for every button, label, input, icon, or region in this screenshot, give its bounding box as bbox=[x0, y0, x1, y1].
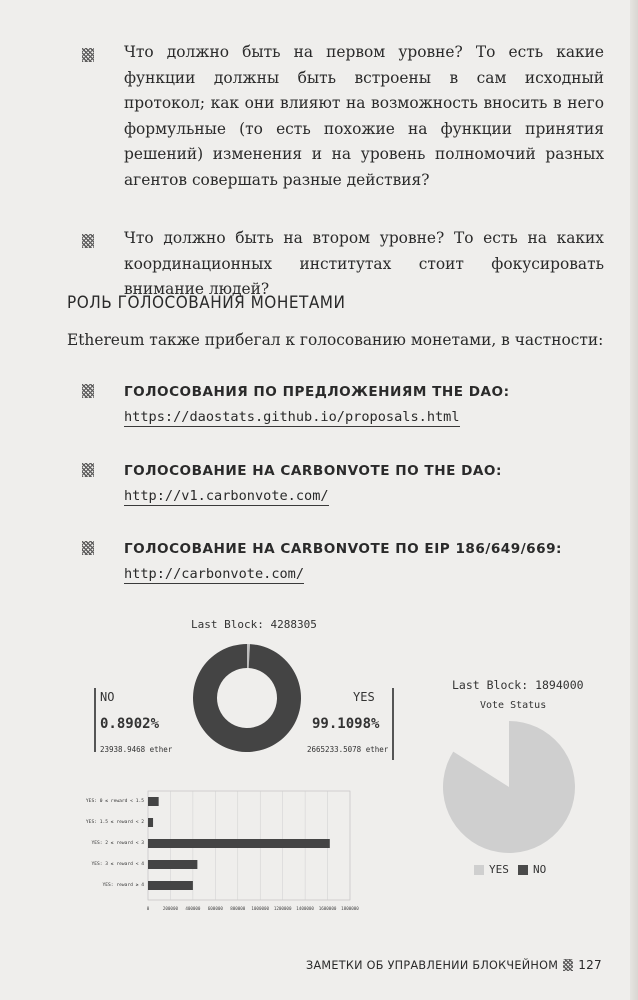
bar bbox=[148, 860, 197, 869]
x-tick-label: 1800000 bbox=[341, 906, 359, 911]
yes-percent: 99.1098% bbox=[312, 716, 380, 732]
bar bbox=[148, 818, 153, 827]
bullet-paragraph-1: Что должно быть на первом уровне? То есть какие функции должны быть встроены в сам исходный протокол; как они влияют на возможность вносить в него формульные (то есть похожие на функции принятия решений) изменения и на уровень полномочий разных агентов совершать разные действия? bbox=[124, 43, 604, 189]
reward-bar-chart bbox=[60, 785, 360, 925]
vote-title-2: ГОЛОСОВАНИЕ НА CARBONVOTE ПО THE DAO: bbox=[124, 463, 502, 479]
pie-slices bbox=[443, 721, 575, 853]
running-title: ЗАМЕТКИ ОБ УПРАВЛЕНИИ БЛОКЧЕЙНОМ bbox=[305, 958, 559, 972]
donut-chart bbox=[192, 643, 302, 753]
x-tick-label: 1000000 bbox=[251, 906, 270, 911]
bullet-marker bbox=[82, 463, 94, 477]
category-label: YES: 3 ≤ reward < 4 bbox=[91, 862, 144, 867]
page-footer bbox=[306, 958, 602, 972]
last-block-label-left: Last Block: 4288305 bbox=[191, 618, 317, 631]
vote-link-2[interactable]: http://v1.carbonvote.com/ bbox=[124, 488, 329, 504]
page-number: 127 bbox=[578, 958, 602, 972]
x-tick-label: 800000 bbox=[230, 906, 246, 911]
section-intro: Ethereum также прибегал к голосованию монетами, в частности: bbox=[67, 331, 604, 349]
category-label: YES: 2 ≤ reward < 3 bbox=[91, 841, 144, 846]
slice-yes bbox=[443, 721, 575, 853]
no-percent: 0.8902% bbox=[100, 716, 160, 732]
yes-ether: 2665233.5078 ether bbox=[307, 745, 389, 754]
category-label: YES: 0 ≤ reward < 1.5 bbox=[85, 799, 144, 804]
vote-title-3: ГОЛОСОВАНИЕ НА CARBONVOTE ПО EIP 186/649/669: bbox=[124, 541, 562, 557]
bar-categories bbox=[86, 798, 144, 888]
bullet-marker bbox=[82, 384, 94, 398]
no-ether: 23938.9468 ether bbox=[100, 745, 173, 754]
yes-divider bbox=[392, 688, 394, 760]
vote-link-3[interactable]: http://carbonvote.com/ bbox=[124, 566, 305, 582]
bar bbox=[148, 839, 330, 848]
bullet-marker bbox=[82, 234, 94, 248]
bar-ticks bbox=[147, 906, 360, 911]
x-tick-label: 1600000 bbox=[318, 906, 337, 911]
vote-status-label: Vote Status bbox=[480, 700, 547, 711]
no-label: NO bbox=[100, 690, 115, 704]
x-tick-label: 200000 bbox=[162, 906, 179, 911]
donut-slices bbox=[193, 644, 301, 752]
section-heading: РОЛЬ ГОЛОСОВАНИЯ МОНЕТАМИ bbox=[67, 293, 346, 313]
x-tick-label: 0 bbox=[146, 906, 150, 911]
bullet-paragraph-2: Что должно быть на втором уровне? То есть на каких координационных институтах стоит фокусировать внимание людей? bbox=[124, 229, 604, 298]
x-tick-label: 1200000 bbox=[273, 906, 292, 911]
vote-link-1[interactable]: https://daostats.github.io/proposals.html bbox=[124, 409, 460, 425]
vote-status-pie bbox=[442, 720, 576, 854]
legend-yes-swatch bbox=[474, 865, 484, 875]
legend-no-swatch bbox=[518, 865, 528, 875]
x-tick-label: 600000 bbox=[207, 906, 223, 911]
category-label: YES: reward ≥ 4 bbox=[102, 883, 144, 888]
vote-title-1: ГОЛОСОВАНИЯ ПО ПРЕДЛОЖЕНИЯМ THE DAO: bbox=[124, 384, 510, 400]
legend-no-label: NO bbox=[533, 863, 547, 876]
bar-rects bbox=[148, 797, 330, 890]
x-tick-label: 400000 bbox=[185, 906, 201, 911]
category-label: YES: 1.5 ≤ reward < 2 bbox=[85, 820, 144, 825]
bar bbox=[148, 881, 193, 890]
bullet-marker bbox=[82, 48, 94, 62]
yes-label: YES bbox=[353, 690, 375, 704]
bullet-marker bbox=[82, 541, 94, 555]
bar bbox=[148, 797, 159, 806]
legend-yes-label: YES bbox=[489, 863, 509, 876]
no-divider bbox=[94, 688, 96, 752]
x-tick-label: 1400000 bbox=[296, 906, 314, 911]
page-edge bbox=[630, 0, 638, 1000]
last-block-label-right: Last Block: 1894000 bbox=[452, 678, 584, 692]
footer-marker bbox=[563, 959, 573, 971]
